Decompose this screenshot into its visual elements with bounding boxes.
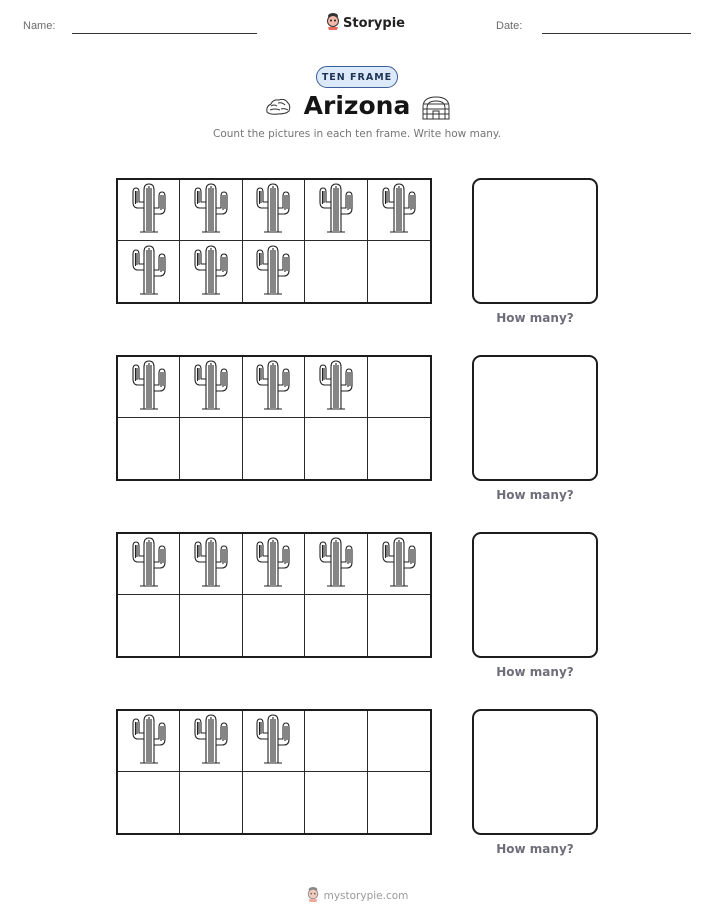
cactus-icon	[253, 536, 293, 592]
cactus-icon	[191, 244, 231, 300]
ten-frame-cell	[305, 357, 367, 418]
how-many-label-3: How many?	[496, 665, 574, 679]
ten-frame-4	[116, 709, 432, 835]
cactus-icon	[129, 359, 169, 415]
logo-text: Storypie	[343, 15, 405, 31]
ten-frame-cell	[118, 241, 180, 302]
how-many-label-4: How many?	[496, 842, 574, 856]
ten-frame-cell	[243, 711, 305, 772]
ten-frame-cell	[243, 595, 305, 656]
ten-frame-cell	[368, 772, 430, 833]
ten-frame-cell	[180, 180, 242, 241]
cactus-icon	[191, 536, 231, 592]
cactus-icon	[191, 713, 231, 769]
ten-frame-cell	[243, 180, 305, 241]
ten-frame-cell	[118, 180, 180, 241]
ten-frame-cell	[118, 711, 180, 772]
footer	[0, 886, 714, 906]
cactus-icon	[129, 182, 169, 238]
answer-box-3[interactable]	[472, 532, 598, 658]
cactus-icon	[129, 244, 169, 300]
footer-url: mystorypie.com	[323, 890, 409, 902]
how-many-label-2: How many?	[496, 488, 574, 502]
cactus-icon	[191, 359, 231, 415]
storypie-mascot-icon	[325, 12, 341, 34]
ten-frame-cell	[305, 180, 367, 241]
ten-frame-cell	[368, 711, 430, 772]
cactus-icon	[253, 713, 293, 769]
ten-frame-cell	[118, 772, 180, 833]
storypie-logo	[325, 12, 405, 34]
cactus-icon	[253, 182, 293, 238]
ten-frame-cell	[243, 534, 305, 595]
adobe-house-icon	[420, 95, 452, 125]
ten-frame-cell	[243, 357, 305, 418]
date-line[interactable]	[542, 33, 691, 34]
ten-frame-cell	[368, 357, 430, 418]
ten-frame-cell	[243, 418, 305, 479]
cactus-icon	[316, 182, 356, 238]
cactus-icon	[253, 244, 293, 300]
cactus-icon	[379, 536, 419, 592]
instructions: Count the pictures in each ten frame. Write how many.	[213, 128, 501, 140]
cactus-icon	[253, 359, 293, 415]
ten-frame-1	[116, 178, 432, 304]
page-title: Arizona	[303, 91, 411, 120]
ten-frame-cell	[243, 772, 305, 833]
cactus-icon	[129, 536, 169, 592]
cactus-icon	[129, 713, 169, 769]
ten-frame-cell	[180, 357, 242, 418]
ten-frame-2	[116, 355, 432, 481]
storypie-mascot-icon	[306, 886, 320, 906]
ten-frame-cell	[180, 241, 242, 302]
ten-frame-cell	[305, 418, 367, 479]
ten-frame-badge: TEN FRAME	[316, 66, 398, 88]
cactus-icon	[379, 182, 419, 238]
how-many-label-1: How many?	[496, 311, 574, 325]
ten-frame-cell	[180, 711, 242, 772]
ten-frame-cell	[180, 772, 242, 833]
ten-frame-cell	[368, 418, 430, 479]
ten-frame-cell	[368, 534, 430, 595]
ten-frame-3	[116, 532, 432, 658]
ten-frame-cell	[368, 595, 430, 656]
ten-frame-cell	[118, 357, 180, 418]
name-line[interactable]	[72, 33, 257, 34]
ten-frame-cell	[180, 418, 242, 479]
cactus-icon	[316, 359, 356, 415]
answer-box-4[interactable]	[472, 709, 598, 835]
ten-frame-cell	[180, 595, 242, 656]
ten-frame-cell	[305, 241, 367, 302]
ten-frame-cell	[243, 241, 305, 302]
ten-frame-cell	[305, 772, 367, 833]
ten-frame-cell	[180, 534, 242, 595]
ten-frame-cell	[368, 180, 430, 241]
name-label: Name:	[23, 20, 56, 32]
ten-frame-cell	[118, 595, 180, 656]
ten-frame-cell	[305, 711, 367, 772]
desert-rock-icon	[264, 95, 292, 121]
ten-frame-cell	[118, 534, 180, 595]
answer-box-2[interactable]	[472, 355, 598, 481]
cactus-icon	[191, 182, 231, 238]
ten-frame-cell	[368, 241, 430, 302]
ten-frame-cell	[118, 418, 180, 479]
ten-frame-cell	[305, 534, 367, 595]
date-label: Date:	[496, 20, 523, 32]
ten-frame-cell	[305, 595, 367, 656]
cactus-icon	[316, 536, 356, 592]
answer-box-1[interactable]	[472, 178, 598, 304]
